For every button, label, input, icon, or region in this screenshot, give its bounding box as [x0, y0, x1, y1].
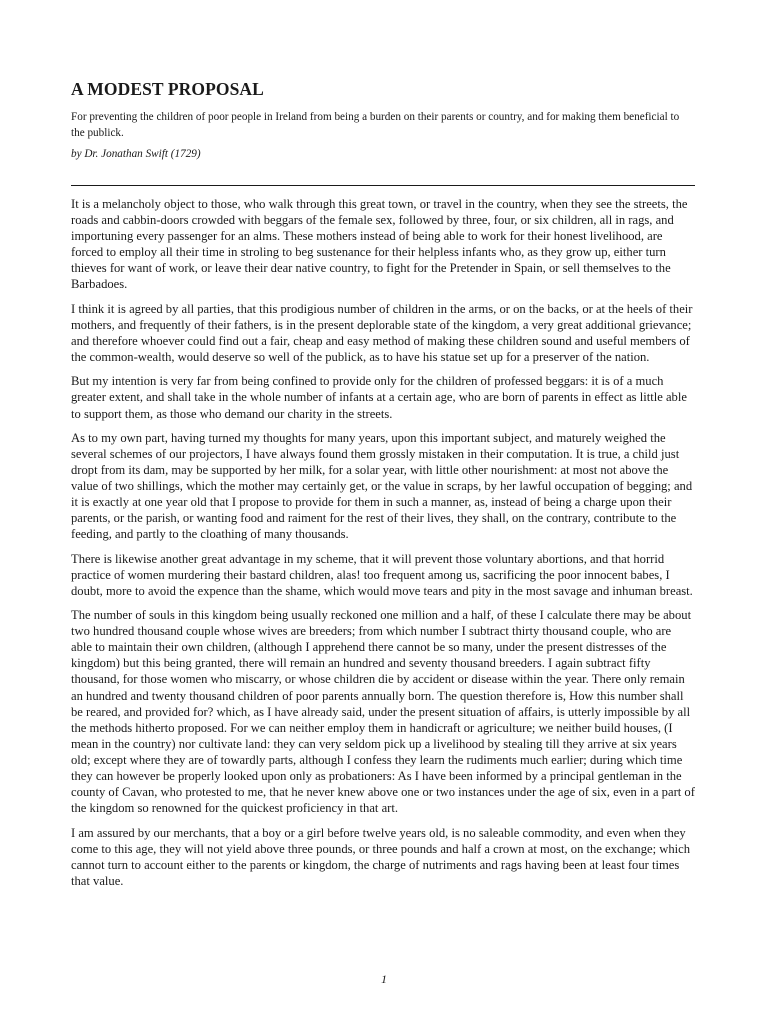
- paragraph-7: I am assured by our merchants, that a boy or a girl before twelve years old, is no saleable commodity, and even when they come to this age, they will not yield above three pounds, or three pounds and half a crown at most, on the exchange; which cannot turn to account either to the parents or kingdom, the charge of nutriments and rags having been at least four times that value.: [71, 825, 691, 888]
- paragraph-3: But my intention is very far from being confined to provide only for the children of professed beggars: it is of a much greater extent, and shall take in the whole number of infants at a certain age, who are born of parents in effect as little able to support them, as those who demand our charity in the streets.: [71, 374, 687, 421]
- title-divider: [71, 185, 695, 186]
- paragraph-5: There is likewise another great advantage in my scheme, that it will prevent those voluntary abortions, and that horrid practice of women murdering their bastard children, alas! too frequent among us, sacrificing the poor innocent babes, I doubt, more to avoid the expence than the shame, which would move tears and pity in the most savage and inhuman breast.: [71, 551, 693, 598]
- paragraph-2: I think it is agreed by all parties, that this prodigious number of children in the arms, or on the backs, or at the heels of their mothers, and frequently of their fathers, is in the present deplorable state of the kingdom, a very great additional grievance; and therefore whoever could find out a fair, cheap and easy method of making these children sound and useful members of the common-wealth, would deserve so well of the publick, as to have his statue set up for a preserver of the nation.: [71, 301, 693, 365]
- paragraph-4: As to my own part, having turned my thoughts for many years, upon this important subject, and maturely weighed the several schemes of our projectors, I have always found them grossly mistaken in their computation. It is true, a child just dropt from its dam, may be supported by her milk, for a solar year, with little other nourishment: at most not above the value of two shillings, which the mother may certainly get, or the value in scraps, by her lawful occupation of begging; and it is exactly at one year old that I propose to provide for them in such a manner, as, instead of being a charge upon their parents, or the parish, or wanting food and raiment for the rest of their lives, they shall, on the contrary, contribute to the feeding, and partly to the cloathing of many thousands.: [71, 430, 693, 542]
- page-number: 1: [381, 972, 387, 986]
- author-byline: by Dr. Jonathan Swift (1729): [71, 148, 201, 160]
- document-title: A MODEST PROPOSAL: [71, 79, 264, 99]
- document-page: [71, 70, 695, 897]
- document-subtitle: For preventing the children of poor people in Ireland from being a burden on their parents or country, and for making them beneficial to the publick.: [71, 111, 680, 139]
- paragraph-6: The number of souls in this kingdom being usually reckoned one million and a half, of these I calculate there may be about two hundred thousand couple whose wives are breeders; from which number I subtract thirty thousand couple, who are able to maintain their own children, (although I apprehend there cannot be so many, under the present distresses of the kingdom) but this being granted, there will remain an hundred and seventy thousand breeders. I again subtract fifty thousand, for those women who miscarry, or whose children die by accident or disease within the year. There only remain an hundred and twenty thousand children of poor parents annually born. The question therefore is, How this number shall be reared, and provided for? which, as I have already said, under the present situation of affairs, is utterly impossible by all the methods hitherto proposed. For we can neither employ them in handicraft or agriculture; we neither build houses, (I mean in the country) nor cultivate land: they can very seldom pick up a livelihood by stealing till they arrive at six years old; except where they are of towardly parts, although I confess they learn the rudiments much earlier; during which time they can however be properly looked upon only as probationers: As I have been informed by a principal gentleman in the county of Cavan, who protested to me, that he never knew above one or two instances under the age of six, even in a part of the kingdom so renowned for the quickest proficiency in that art.: [71, 608, 695, 816]
- paragraph-1: It is a melancholy object to those, who walk through this great town, or travel in the country, when they see the streets, the roads and cabbin-doors crowded with beggars of the female sex, followed by three, four, or six children, all in rags, and importuning every passenger for an alms. These mothers instead of being able to work for their honest livelihood, are forced to employ all their time in stroling to beg sustenance for their helpless infants who, as they grow up, either turn thieves for want of work, or leave their dear native country, to fight for the Pretender in Spain, or sell themselves to the Barbadoes.: [71, 197, 688, 292]
